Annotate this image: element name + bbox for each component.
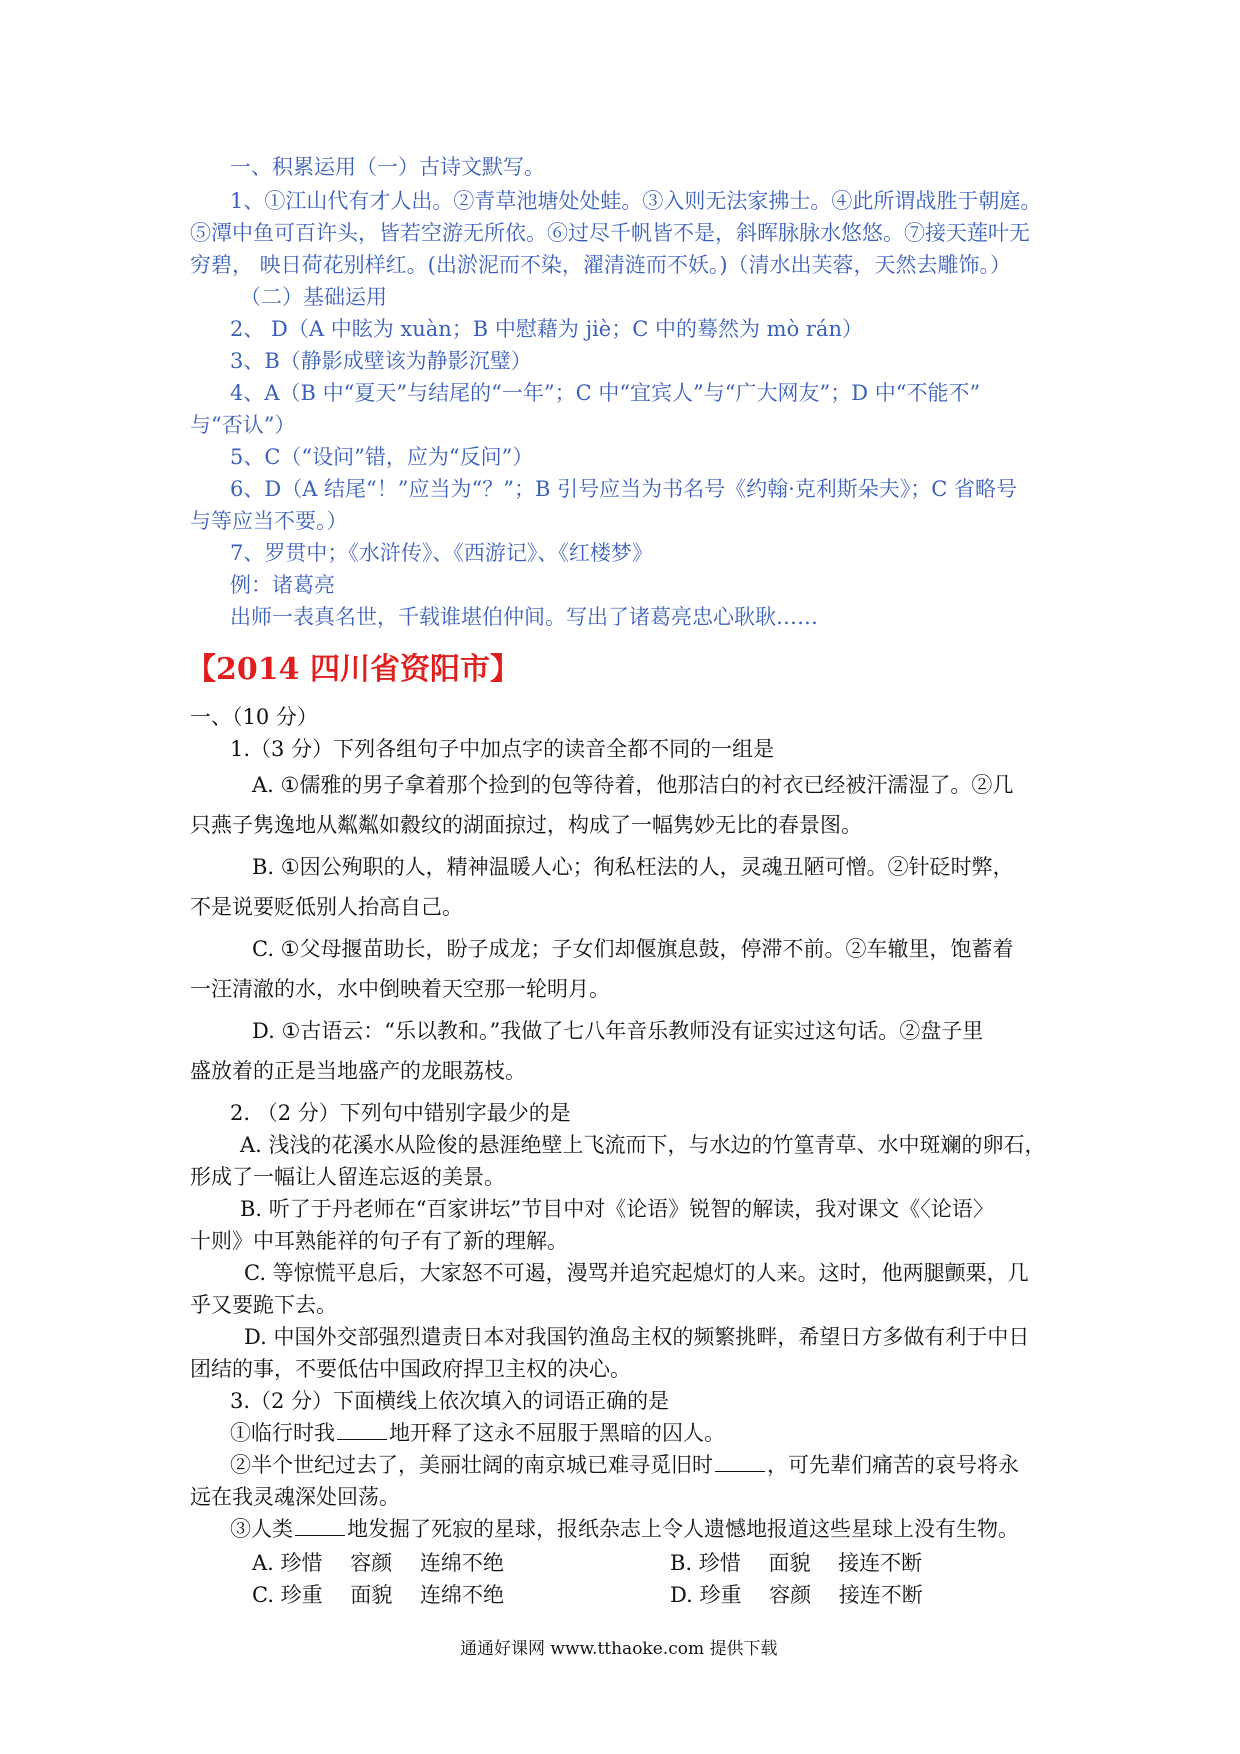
question-3: 3.（2 分）下面横线上依次填入的词语正确的是 xyxy=(230,1389,670,1413)
q2-option-b-line2: 十则》中耳熟能祥的句子有了新的理解。 xyxy=(190,1229,568,1253)
q1-option-c-line2: 一汪清澈的水，水中倒映着天空那一轮明月。 xyxy=(190,977,610,1001)
q3-s2-text-before: ②半个世纪过去了，美丽壮阔的南京城已难寻觅旧时 xyxy=(230,1453,713,1477)
answer-line: 与等应当不要。） xyxy=(190,509,348,533)
answer-line: 与“否认”） xyxy=(190,413,296,437)
q3-option-c: C. 珍重 面貌 连绵不绝 xyxy=(252,1583,505,1607)
q1-option-b-line1: B. ①因公殉职的人，精神温暖人心；徇私枉法的人，灵魂丑陋可憎。②针砭时弊， xyxy=(252,855,1014,879)
question-1: 1.（3 分）下列各组句子中加点字的读音全都不同的一组是 xyxy=(230,737,775,761)
fill-blank xyxy=(295,1515,345,1536)
q1-option-d-line1: D. ①古语云：“乐以教和。”我做了七八年音乐教师没有证实过这句话。②盘子里 xyxy=(252,1019,984,1043)
q3-sentence-1 xyxy=(230,1418,725,1448)
q3-s1-text-after: 地开释了这永不屈服于黑暗的囚人。 xyxy=(389,1421,725,1445)
fill-blank xyxy=(337,1419,387,1440)
q3-sentence-2 xyxy=(230,1450,1019,1480)
q3-s3-text-before: ③人类 xyxy=(230,1517,293,1541)
answer-line: 例：诸葛亮 xyxy=(230,573,335,597)
fill-blank xyxy=(715,1451,765,1472)
q2-option-c-line2: 乎又要跪下去。 xyxy=(190,1293,337,1317)
q2-option-a-line2: 形成了一幅让人留连忘返的美景。 xyxy=(190,1165,505,1189)
answer-line: 穷碧， 映日荷花别样红。(出淤泥而不染，濯清涟而不妖。)（清水出芙蓉，天然去雕饰。） xyxy=(190,253,1012,277)
q3-sentence-3 xyxy=(230,1514,1019,1544)
q2-option-b-line1: B. 听了于丹老师在“百家讲坛”节目中对《论语》锐智的解读，我对课文《〈论语〉 xyxy=(240,1197,994,1221)
answer-line: 2、 D（A 中眩为 xuàn；B 中慰藉为 jiè；C 中的蓦然为 mò rán） xyxy=(230,317,863,341)
q1-option-a-line1: A. ①儒雅的男子拿着那个捡到的包等待着，他那洁白的衬衣已经被汗濡湿了。②几 xyxy=(252,773,1014,797)
part-heading: 一、（10 分） xyxy=(190,705,318,729)
page-footer: 通通好课网 www.tthaoke.com 提供下载 xyxy=(460,1639,778,1659)
q3-sentence-2-cont: 远在我灵魂深处回荡。 xyxy=(190,1485,400,1509)
q3-s3-text-after: 地发掘了死寂的星球，报纸杂志上令人遗憾地报道这些星球上没有生物。 xyxy=(347,1517,1019,1541)
q2-option-d-line2: 团结的事，不要低估中国政府捍卫主权的决心。 xyxy=(190,1357,631,1381)
answer-line: 出师一表真名世，千载谁堪伯仲间。写出了诸葛亮忠心耿耿…… xyxy=(230,605,818,629)
q3-s1-text-before: ①临行时我 xyxy=(230,1421,335,1445)
q3-option-a: A. 珍惜 容颜 连绵不绝 xyxy=(252,1551,504,1575)
q3-option-d: D. 珍重 容颜 接连不断 xyxy=(670,1583,923,1607)
q1-option-c-line1: C. ①父母揠苗助长，盼子成龙；子女们却偃旗息鼓，停滞不前。②车辙里，饱蓄着 xyxy=(252,937,1014,961)
q2-option-c-line1: C. 等惊慌平息后，大家怒不可遏，漫骂并追究起熄灯的人来。这时，他两腿颤栗，几 xyxy=(244,1261,1029,1285)
answer-line: 4、A（B 中“夏天”与结尾的“一年”；C 中“宜宾人”与“广大网友”；D 中“不能不” xyxy=(230,381,981,405)
q1-option-b-line2: 不是说要贬低别人抬高自己。 xyxy=(190,895,463,919)
answers-heading: 一、积累运用（一）古诗文默写。 xyxy=(230,155,545,179)
section-title: 【2014 四川省资阳市】 xyxy=(186,652,520,687)
q1-option-d-line2: 盛放着的正是当地盛产的龙眼荔枝。 xyxy=(190,1059,526,1083)
answer-line: 3、B（静影成壁该为静影沉璧） xyxy=(230,349,532,373)
q3-option-b: B. 珍惜 面貌 接连不断 xyxy=(670,1551,923,1575)
q2-option-a-line1: A. 浅浅的花溪水从险俊的悬涯绝壁上飞流而下，与水边的竹篁青草、水中斑斓的卵石， xyxy=(240,1133,1046,1157)
answers-subheading: （二）基础运用 xyxy=(240,285,387,309)
q1-option-a-line2: 只燕子隽逸地从粼粼如縠纹的湖面掠过，构成了一幅隽妙无比的春景图。 xyxy=(190,813,862,837)
answer-line: 6、D（A 结尾“！”应当为“？”；B 引号应当为书名号《约翰·克利斯朵夫》；C 省略号 xyxy=(230,477,1018,501)
answer-line: 5、C（“设问”错，应为“反问”） xyxy=(230,445,534,469)
answer-line: 1、①江山代有才人出。②青草池塘处处蛙。③入则无法家拂士。④此所谓战胜于朝庭。 xyxy=(230,189,1042,213)
q3-s2-text-after: ，可先辈们痛苦的哀号将永 xyxy=(767,1453,1019,1477)
answer-line: 7、罗贯中；《水浒传》、《西游记》、《红楼梦》 xyxy=(230,541,653,565)
question-2: 2. （2 分）下列句中错别字最少的是 xyxy=(230,1101,571,1125)
q2-option-d-line1: D. 中国外交部强烈遣责日本对我国钓渔岛主权的频繁挑畔，希望日方多做有利于中日 xyxy=(244,1325,1030,1349)
answer-line: ⑤潭中鱼可百许头，皆若空游无所依。⑥过尽千帆皆不是，斜晖脉脉水悠悠。⑦接天莲叶无 xyxy=(190,221,1030,245)
